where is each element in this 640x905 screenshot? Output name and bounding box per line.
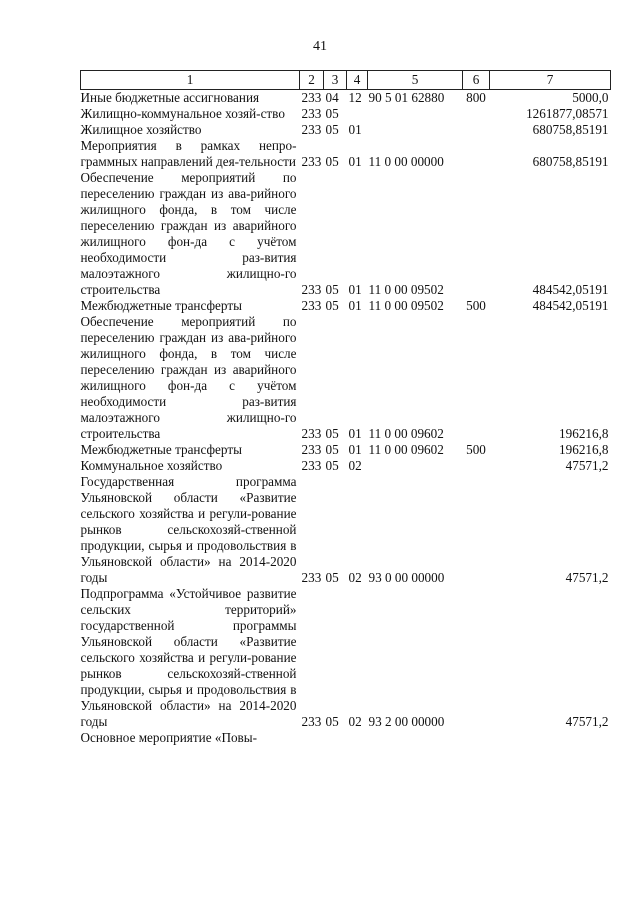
header-cell: 4 — [347, 71, 368, 90]
amount: 196216,8 — [559, 426, 609, 441]
row-name: Межбюджетные трансферты — [80, 298, 242, 313]
section-code: 05 — [325, 282, 339, 297]
table-row — [81, 106, 611, 122]
header-cell: 3 — [324, 71, 347, 90]
table-row — [81, 458, 611, 474]
amount — [490, 730, 611, 746]
section-code: 05 — [325, 442, 339, 457]
section-code: 05 — [325, 426, 339, 441]
amount: 196216,8 — [559, 442, 609, 457]
ved-code: 233 — [301, 282, 322, 297]
target-article-code: 11 0 00 09502 — [368, 282, 444, 297]
target-article-code — [368, 458, 463, 474]
header-cell: 5 — [368, 71, 463, 90]
header-cell: 6 — [463, 71, 490, 90]
section-code: 05 — [325, 570, 339, 585]
page-number: 41 — [313, 39, 327, 54]
subsection-code: 02 — [348, 458, 362, 473]
subsection-code: 01 — [348, 282, 362, 297]
row-name: Обеспечение мероприятий по переселению граждан из ава-рийного жилищного фонда, в том числе переселению граждан из аварийного жилищного фон-да с учётом необходимости раз-вития малоэтажного жилищно-го строительства — [80, 314, 297, 441]
subsection-code: 01 — [348, 442, 362, 457]
subsection-code — [347, 106, 368, 122]
section-code: 05 — [325, 714, 339, 729]
ved-code: 233 — [301, 298, 322, 313]
table-row — [81, 314, 611, 442]
row-name: Основное мероприятие «Повы- — [80, 730, 258, 745]
section-code: 05 — [325, 298, 339, 313]
table-row — [81, 90, 611, 107]
ved-code: 233 — [301, 442, 322, 457]
target-article-code: 93 2 00 00000 — [368, 714, 445, 729]
subsection-code — [347, 730, 368, 746]
expense-type-code — [463, 474, 490, 586]
header-cell: 1 — [81, 71, 300, 90]
expense-type-code — [463, 314, 490, 442]
expense-type-code — [463, 170, 490, 298]
expense-type-code — [463, 458, 490, 474]
subsection-code: 02 — [348, 714, 362, 729]
table-body — [81, 90, 611, 747]
ved-code: 233 — [301, 426, 322, 441]
table-header — [81, 71, 611, 90]
table-row — [81, 170, 611, 298]
row-name: Межбюджетные трансферты — [80, 442, 242, 457]
target-article-code — [368, 122, 463, 138]
target-article-code — [368, 106, 463, 122]
expense-type-code: 500 — [466, 442, 486, 457]
budget-table — [80, 70, 611, 746]
table-row — [81, 730, 611, 746]
subsection-code: 02 — [348, 570, 362, 585]
subsection-code: 01 — [348, 122, 362, 137]
amount: 47571,2 — [565, 714, 609, 729]
expense-type-code — [463, 730, 490, 746]
amount: 484542,05191 — [532, 282, 609, 297]
table-row — [81, 474, 611, 586]
amount: 5000,0 — [572, 90, 609, 105]
target-article-code: 11 0 00 09602 — [368, 426, 444, 441]
expense-type-code: 500 — [466, 298, 486, 313]
amount: 680758,85191 — [532, 122, 609, 137]
table-row — [81, 138, 611, 170]
ved-code: 233 — [301, 154, 322, 169]
ved-code: 233 — [301, 458, 322, 473]
row-name: Мероприятия в рамках непро-граммных направлений дея-тельности — [80, 138, 297, 169]
section-code: 05 — [325, 106, 339, 121]
table-row — [81, 442, 611, 458]
ved-code: 233 — [301, 90, 322, 105]
table-row — [81, 298, 611, 314]
amount: 1261877,08571 — [526, 106, 609, 121]
section-code: 04 — [325, 90, 339, 105]
target-article-code: 90 5 01 62880 — [368, 90, 445, 105]
expense-type-code — [463, 106, 490, 122]
row-name: Иные бюджетные ассигнования — [80, 90, 260, 105]
table-row — [81, 586, 611, 730]
target-article-code: 93 0 00 00000 — [368, 570, 445, 585]
subsection-code: 01 — [348, 154, 362, 169]
ved-code: 233 — [301, 106, 322, 121]
table-row — [81, 122, 611, 138]
row-name: Подпрограмма «Устойчивое развитие сельских территорий» государственной программы Ульяновской области «Развитие сельского хозяйства и регули-рование рынков сельскохозяй-ственной продукции, сырья и продовольствия в Ульяновской области» на 2014-2020 годы — [80, 586, 297, 729]
section-code: 05 — [325, 122, 339, 137]
header-row — [81, 71, 611, 90]
ved-code: 233 — [301, 122, 322, 137]
ved-code: 233 — [301, 570, 322, 585]
row-name: Жилищно-коммунальное хозяй-ство — [80, 106, 285, 121]
ved-code: 233 — [301, 714, 322, 729]
subsection-code: 01 — [348, 426, 362, 441]
expense-type-code — [463, 138, 490, 170]
row-name: Жилищное хозяйство — [80, 122, 202, 137]
expense-type-code — [463, 122, 490, 138]
expense-type-code — [463, 586, 490, 730]
subsection-code: 01 — [348, 298, 362, 313]
ved-code — [300, 730, 324, 746]
header-cell: 2 — [300, 71, 324, 90]
amount: 47571,2 — [565, 458, 609, 473]
subsection-code: 12 — [348, 90, 362, 105]
header-cell: 7 — [490, 71, 611, 90]
amount: 680758,85191 — [532, 154, 609, 169]
section-code: 05 — [325, 458, 339, 473]
section-code — [324, 730, 347, 746]
target-article-code — [368, 730, 463, 746]
target-article-code: 11 0 00 09602 — [368, 442, 444, 457]
target-article-code: 11 0 00 09502 — [368, 298, 444, 313]
section-code: 05 — [325, 154, 339, 169]
expense-type-code: 800 — [466, 90, 486, 105]
amount: 484542,05191 — [532, 298, 609, 313]
row-name: Коммунальное хозяйство — [80, 458, 223, 473]
target-article-code: 11 0 00 00000 — [368, 154, 444, 169]
amount: 47571,2 — [565, 570, 609, 585]
row-name: Обеспечение мероприятий по переселению граждан из ава-рийного жилищного фонда, в том числе переселению граждан из аварийного жилищного фон-да с учётом необходимости раз-вития малоэтажного жилищно-го строительства — [80, 170, 297, 297]
row-name: Государственная программа Ульяновской области «Развитие сельского хозяйства и регули-рование рынков сельскохозяй-ственной продукции, сырья и продовольствия в Ульяновской области» на 2014-2020 годы — [80, 474, 297, 585]
